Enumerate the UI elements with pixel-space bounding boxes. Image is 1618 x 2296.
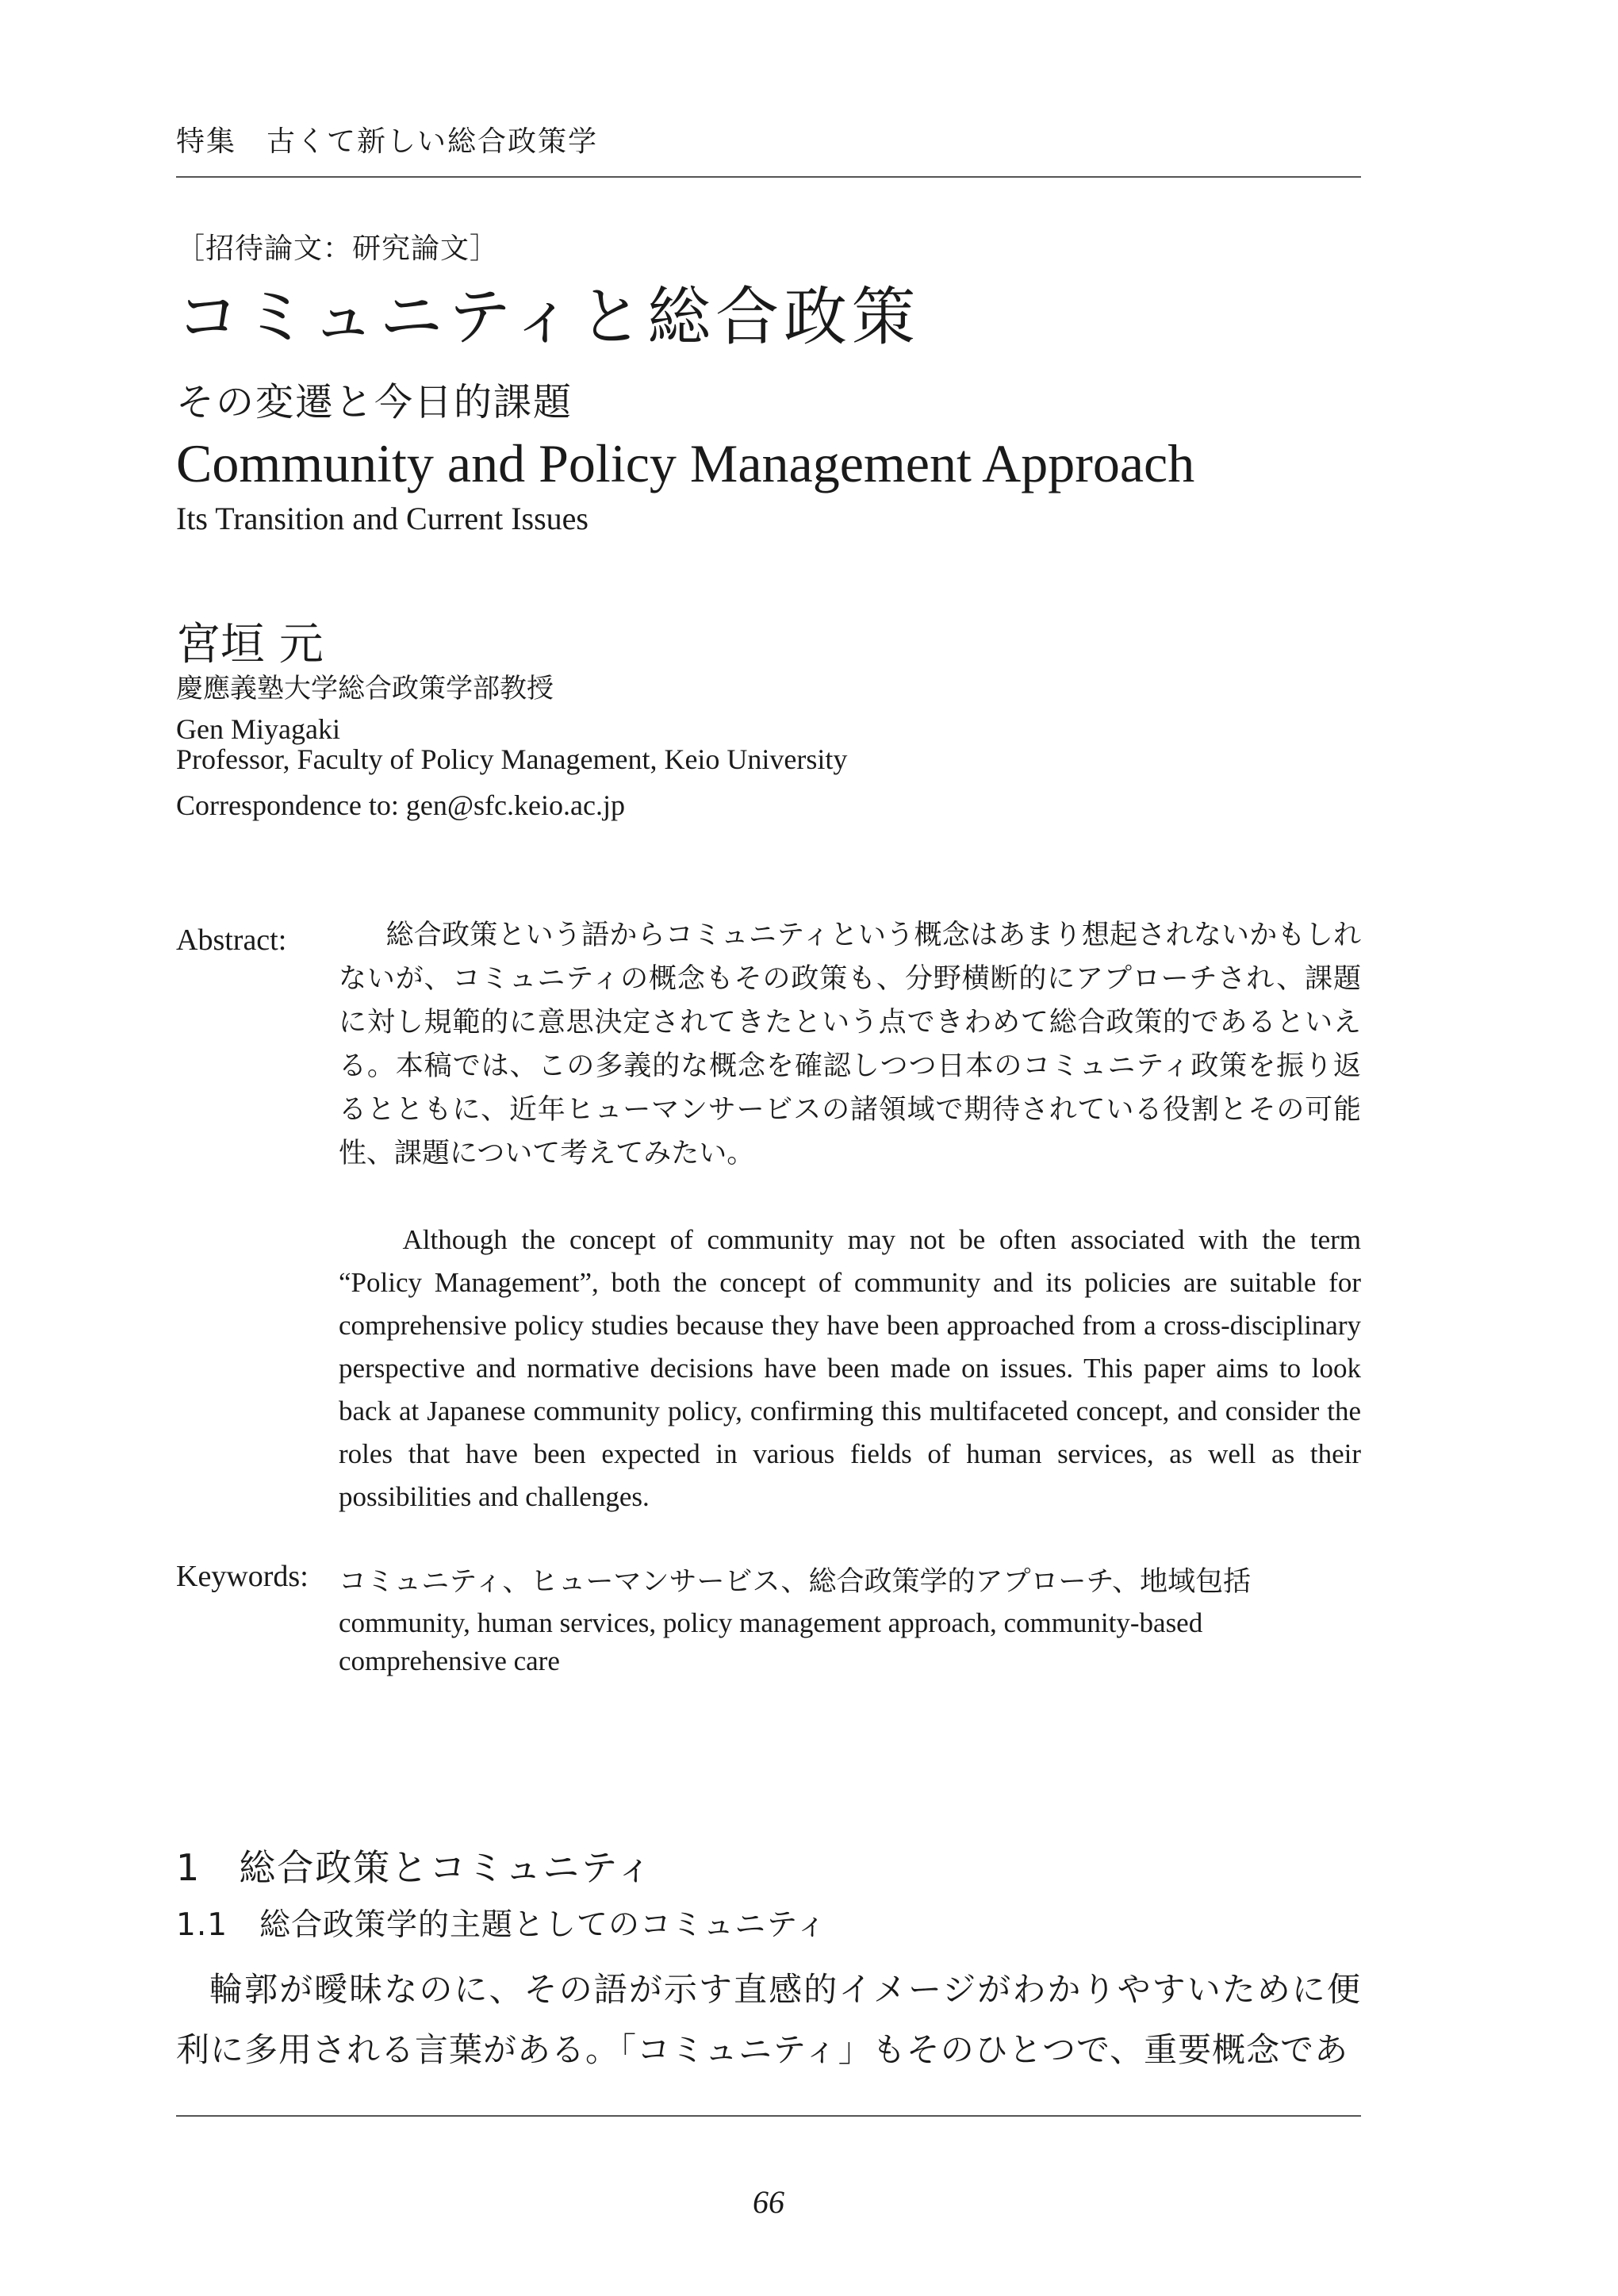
abstract-japanese: 総合政策という語からコミュニティという概念はあまり想起されないかもしれないが、コミュニティの概念もその政策も、分野横断的にアプローチされ、課題に対し規範的に意思決定されてきたという点できわめて総合政策的であるといえる。本稿では、この多義的な概念を確認しつつ日本のコミュニティ政策を振り返るとともに、近年ヒューマンサービスの諸領域で期待されている役割とその可能性、課題について考えてみたい。 — [339, 920, 1361, 1169]
abstract-label: Abstract: — [176, 923, 287, 957]
section-heading: 1 総合政策とコミュニティ — [176, 1846, 654, 1889]
correspondence-email: Correspondence to: gen@sfc.keio.ac.jp — [176, 789, 625, 821]
header-rule — [176, 176, 1361, 178]
page-number: 66 — [753, 2184, 784, 2220]
keywords-label: Keywords: — [176, 1560, 309, 1593]
affiliation-english: Professor, Faculty of Policy Management, Keio University — [176, 743, 848, 775]
keywords-japanese: コミュニティ、ヒューマンサービス、総合政策学的アプローチ、地域包括 — [339, 1566, 1252, 1598]
article-type-label: ［招待論文：研究論文］ — [176, 232, 500, 265]
running-header: 特集 古くて新しい総合政策学 — [176, 125, 599, 158]
abstract-english: Although the concept of community may not be often associated with the term “Policy Management”, both the concept of community and its policies are suitable for comprehensive policy studies because they have been approached from a cross-disciplinary perspective and normative decisions have been made on issues. This paper aims to look back at Japanese community policy, confirming this multifaceted concept, and consider the roles that have been expected in various fields of human services, as well as their possibilities and challenges. — [339, 1224, 1361, 1512]
subtitle-english: Its Transition and Current Issues — [176, 501, 589, 536]
keywords-english: community, human services, policy management approach, community-based comprehensive care — [339, 1607, 1203, 1676]
paper-page — [176, 0, 1361, 2296]
title-japanese: コミュニティと総合政策 — [176, 280, 920, 354]
subsection-heading: 1.1 総合政策学的主題としてのコミュニティ — [176, 1907, 828, 1943]
author-name-english: Gen Miyagaki — [176, 713, 340, 745]
title-english: Community and Policy Management Approach — [176, 433, 1195, 493]
subtitle-japanese: その変遷と今日的課題 — [176, 380, 573, 424]
body-paragraph: 輪郭が曖昧なのに、その語が示す直感的イメージがわかりやすいために便利に多用される言葉がある。「コミュニティ」もそのひとつで、重要概念であ — [176, 1970, 1361, 2069]
author-name-japanese: 宮垣 元 — [176, 619, 324, 670]
affiliation-japanese: 慶應義塾大学総合政策学部教授 — [176, 673, 554, 705]
footer-rule — [176, 2115, 1361, 2117]
